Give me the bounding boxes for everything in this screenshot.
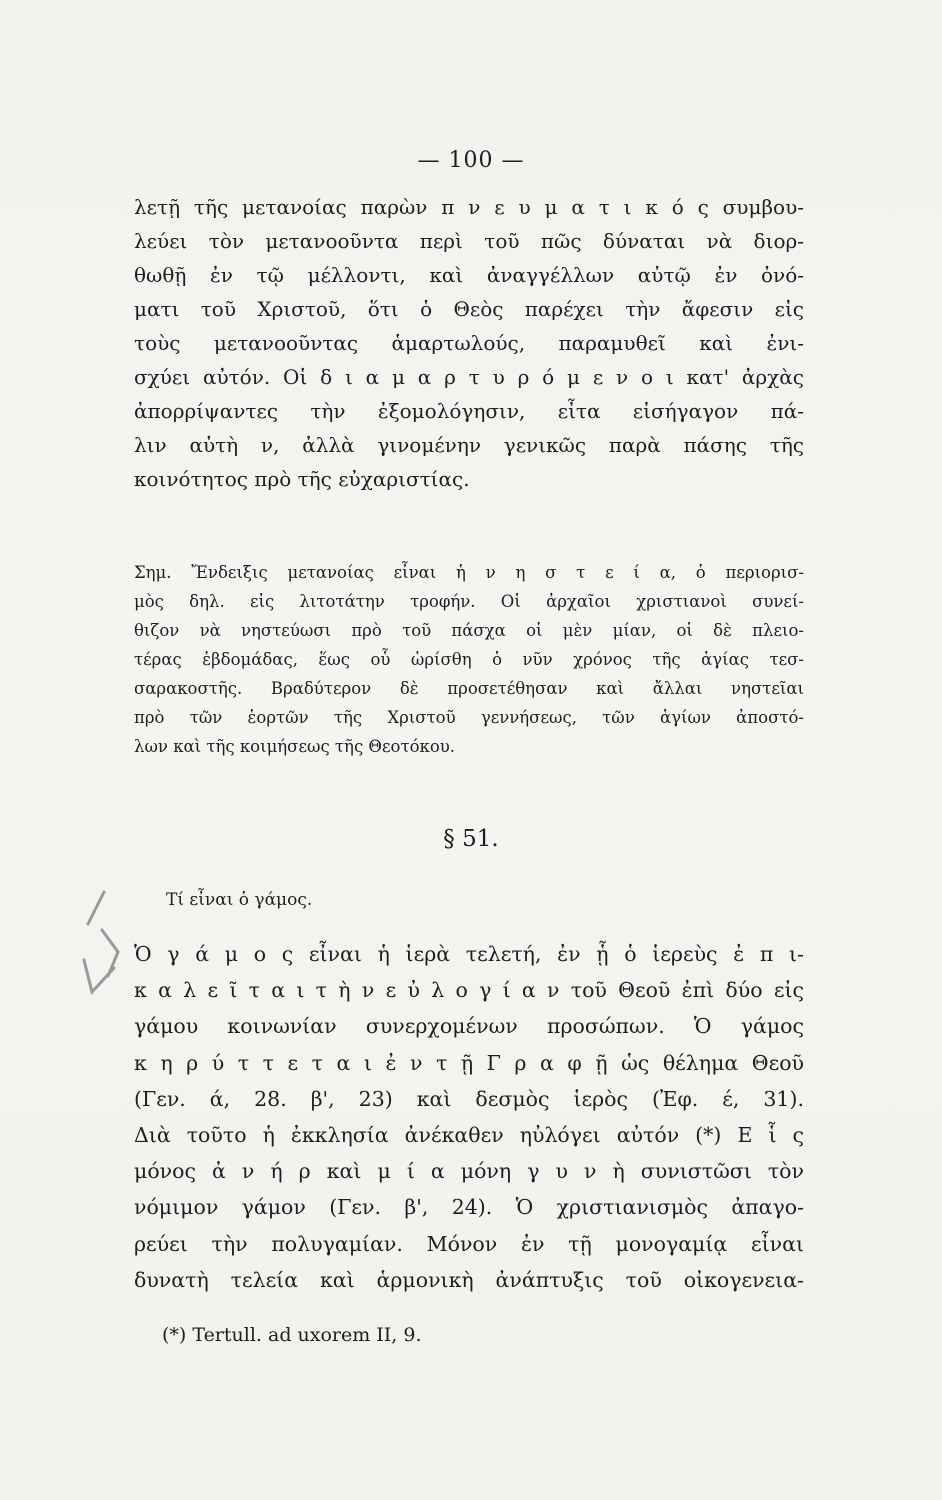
text-line: ρεύει τὴν πολυγαμίαν. Μόνον ἐν τῇ μονογαμίᾳ εἶναι (134, 1231, 804, 1256)
note-line: σαρακοστῆς. Βραδύτερον δὲ προσετέθησαν καὶ ἄλλαι νηστεῖαι (134, 679, 804, 698)
text-line: Ὁ γ ά μ ο ς εἶναι ἡ ἱερὰ τελετή, ἐν ᾗ ὁ ἱερεὺς ἐ π ι- (134, 942, 804, 966)
paragraph-penance (134, 190, 804, 496)
text-line: λιν αὐτὴ ν, ἀλλὰ γινομένην γενικῶς παρὰ πάσης τῆς (134, 433, 804, 457)
note-line: Σημ. Ἔνδειξις μετανοίας εἶναι ἡ ν η σ τ ε ί α, ὁ περιορισ- (134, 563, 804, 582)
text-line: σχύει αὐτόν. Οἱ δ ι α μ α ρ τ υ ρ ό μ ε ν ο ι κατ' ἀρχὰς (134, 365, 804, 389)
text-line: κ η ρ ύ τ τ ε τ α ι ἐ ν τ ῇ Γ ρ α φ ῇ ὡς θέλημα Θεοῦ (134, 1050, 804, 1075)
text-line: κοινότητος πρὸ τῆς εὐχαριστίας. (134, 467, 470, 491)
text-line: λετῇ τῆς μετανοίας παρὼν π ν ε υ μ α τ ι κ ό ς συμβου- (134, 195, 804, 219)
text-line: θωθῇ ἐν τῷ μέλλοντι, καὶ ἀναγγέλλων αὐτῷ ἐν ὀνό- (134, 263, 804, 287)
note-line: τέρας ἑβδομάδας, ἕως οὗ ὡρίσθη ὁ νῦν χρόνος τῆς ἁγίας τεσ- (134, 650, 804, 669)
note-line: θιζον νὰ νηστεύωσι πρὸ τοῦ πάσχα οἱ μὲν μίαν, οἱ δὲ πλειο- (134, 621, 804, 640)
note-line: πρὸ τῶν ἑορτῶν τῆς Χριστοῦ γεννήσεως, τῶν ἁγίων ἀποστό- (134, 708, 804, 727)
text-line: μόνος ἀ ν ή ρ καὶ μ ί α μόνη γ υ ν ὴ συνιστῶσι τὸν (134, 1159, 804, 1184)
text-line: δυνατὴ τελεία καὶ ἁρμονικὴ ἀνάπτυξις τοῦ οἰκογενεια- (134, 1267, 804, 1292)
text-line: νόμιμον γάμον (Γεν. β', 24). Ὁ χριστιανισμὸς ἀπαγο- (134, 1195, 804, 1220)
note-fasting (134, 558, 804, 761)
text-line: λεύει τὸν μετανοοῦντα περὶ τοῦ πῶς δύναται νὰ διορ- (134, 229, 804, 253)
section-heading: § 51. (443, 826, 499, 852)
paragraph-marriage (134, 936, 804, 1298)
question-heading: Τί εἶναι ὁ γάμος. (166, 890, 313, 910)
text-line: γάμου κοινωνίαν συνερχομένων προσώπων. Ὁ γάμος (134, 1014, 804, 1039)
text-line: κ α λ ε ῖ τ α ι τ ὴ ν ε ὐ λ ο γ ί α ν τοῦ Θεοῦ ἐπὶ δύο εἰς (134, 978, 804, 1003)
text-line: Διὰ τοῦτο ἡ ἐκκλησία ἀνέκαθεν ηὐλόγει αὐτόν (*) Ε ἷ ς (134, 1123, 804, 1148)
text-line: τοὺς μετανοοῦντας ἁμαρτωλούς, παραμυθεῖ καὶ ἐνι- (134, 331, 804, 355)
text-line: ματι τοῦ Χριστοῦ, ὅτι ὁ Θεὸς παρέχει τὴν ἄφεσιν εἰς (134, 297, 804, 321)
text-line: (Γεν. ά, 28. β', 23) καὶ δεσμὸς ἱερὸς (Ἐφ. έ, 31). (134, 1086, 804, 1111)
pencil-margin-mark-icon (74, 890, 134, 1000)
note-line: μὸς δηλ. εἰς λιτοτάτην τροφήν. Οἱ ἀρχαῖοι χριστιανοὶ συνεί- (134, 592, 804, 611)
page-number: — 100 — (417, 148, 525, 173)
footnote: (*) Tertull. ad uxorem II, 9. (162, 1324, 422, 1346)
text-line: ἀπορρίψαντες τὴν ἐξομολόγησιν, εἶτα εἰσήγαγον πά- (134, 399, 804, 423)
note-line: λων καὶ τῆς κοιμήσεως τῆς Θεοτόκου. (134, 737, 456, 756)
